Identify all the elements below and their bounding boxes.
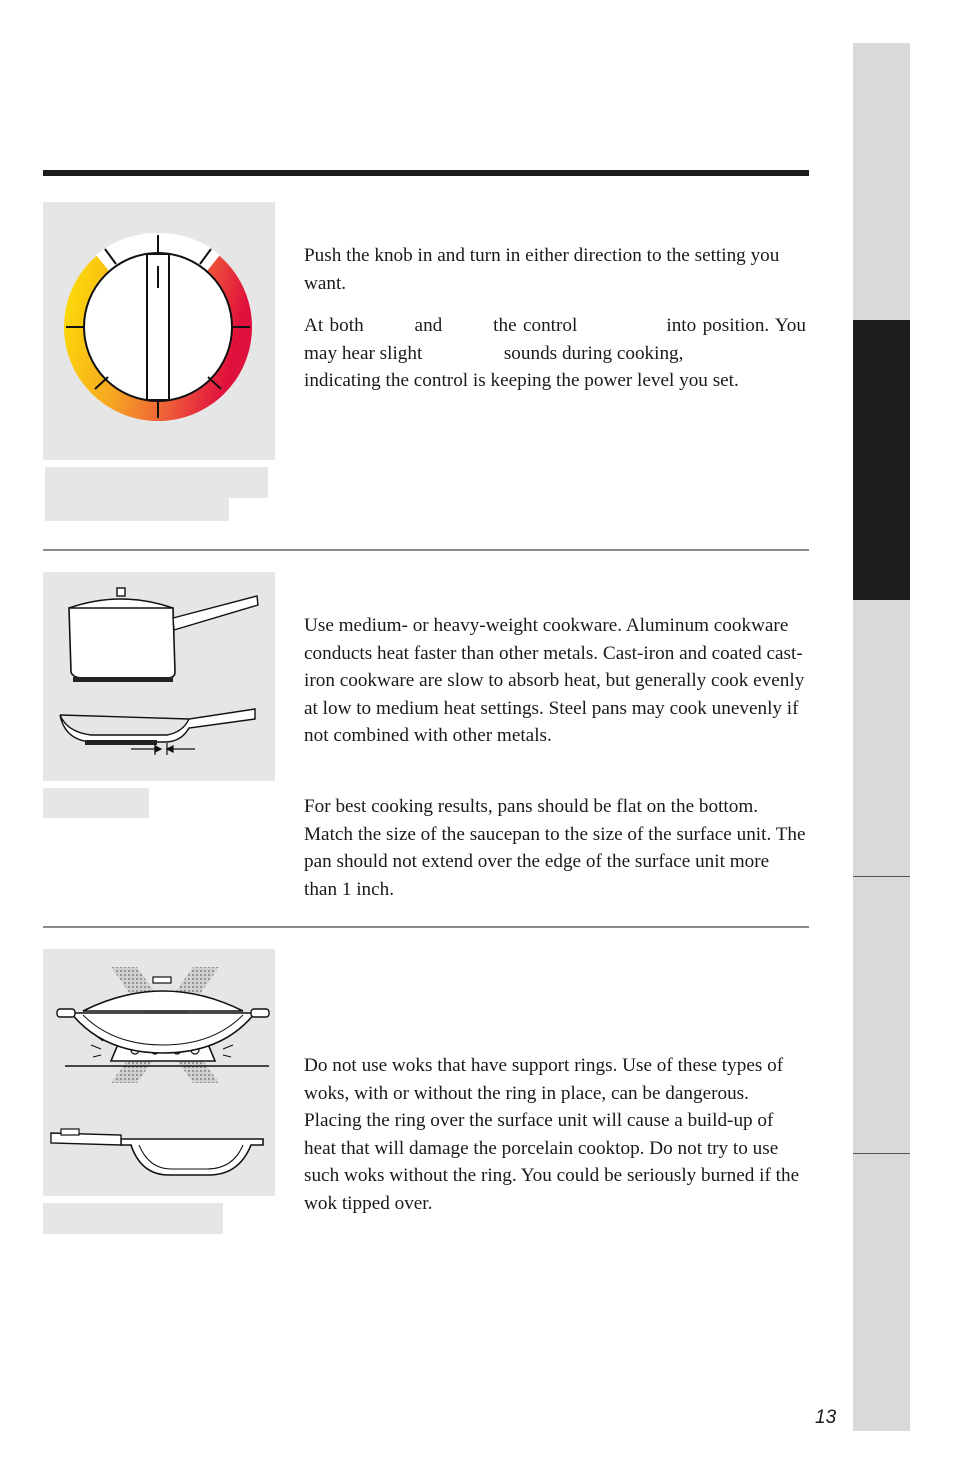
knob-caption-box bbox=[45, 467, 268, 498]
cookware-illustration-panel bbox=[43, 572, 275, 781]
knob-caption-box bbox=[45, 497, 229, 521]
cookware-paragraph-1: Use medium- or heavy-weight cookware. Aluminum cookware conducts heat faster than other metals. Cast-iron and coated cast-iron cookware are slow to absorb heat, but generally cook evenly at low to medium heat settings. Steel pans may cook unevenly if not combined with other metals. bbox=[304, 615, 805, 746]
saucepan-skillet-icon bbox=[43, 572, 275, 781]
knob-paragraph-1: Push the knob in and turn in either direction to the setting you want. bbox=[304, 245, 780, 294]
control-knob-icon bbox=[43, 202, 275, 460]
wok-paragraph-1: Do not use woks that have support rings. Use of these types of woks, with or without the ring in place, can be dangerous. Placing the ring over the surface unit will cause a build-up of heat that will damage the porcelain cooktop. Do not try to use such woks without the ring. You could be seriously burned if the wok tipped over. bbox=[304, 1055, 800, 1214]
knob-illustration-panel bbox=[43, 202, 275, 460]
section-divider bbox=[43, 926, 809, 928]
side-tab-divider bbox=[853, 876, 910, 877]
side-tab-strip bbox=[853, 43, 910, 1431]
section-divider bbox=[43, 549, 809, 551]
knob-paragraph-2-line: may hear slight sounds during cooking, bbox=[304, 342, 684, 364]
page-number: 13 bbox=[815, 1407, 837, 1428]
wok-ring-icon bbox=[43, 949, 275, 1196]
wok-caption-box bbox=[43, 1203, 223, 1234]
side-tab-active bbox=[853, 320, 910, 600]
knob-paragraph-2-line: At both and the control into position. You bbox=[304, 315, 806, 336]
cookware-caption-box bbox=[43, 788, 149, 818]
header-rule bbox=[43, 170, 809, 176]
knob-paragraph-2-line: indicating the control is keeping the power level you set. bbox=[304, 370, 739, 391]
knob-paragraph-2 bbox=[304, 312, 806, 395]
cookware-paragraph-2: For best cooking results, pans should be flat on the bottom. Match the size of the saucepan to the size of the surface unit. The pan should not extend over the edge of the surface unit more than 1 inch. bbox=[304, 796, 806, 900]
wok-illustration-panel bbox=[43, 949, 275, 1196]
side-tab-divider bbox=[853, 1153, 910, 1154]
